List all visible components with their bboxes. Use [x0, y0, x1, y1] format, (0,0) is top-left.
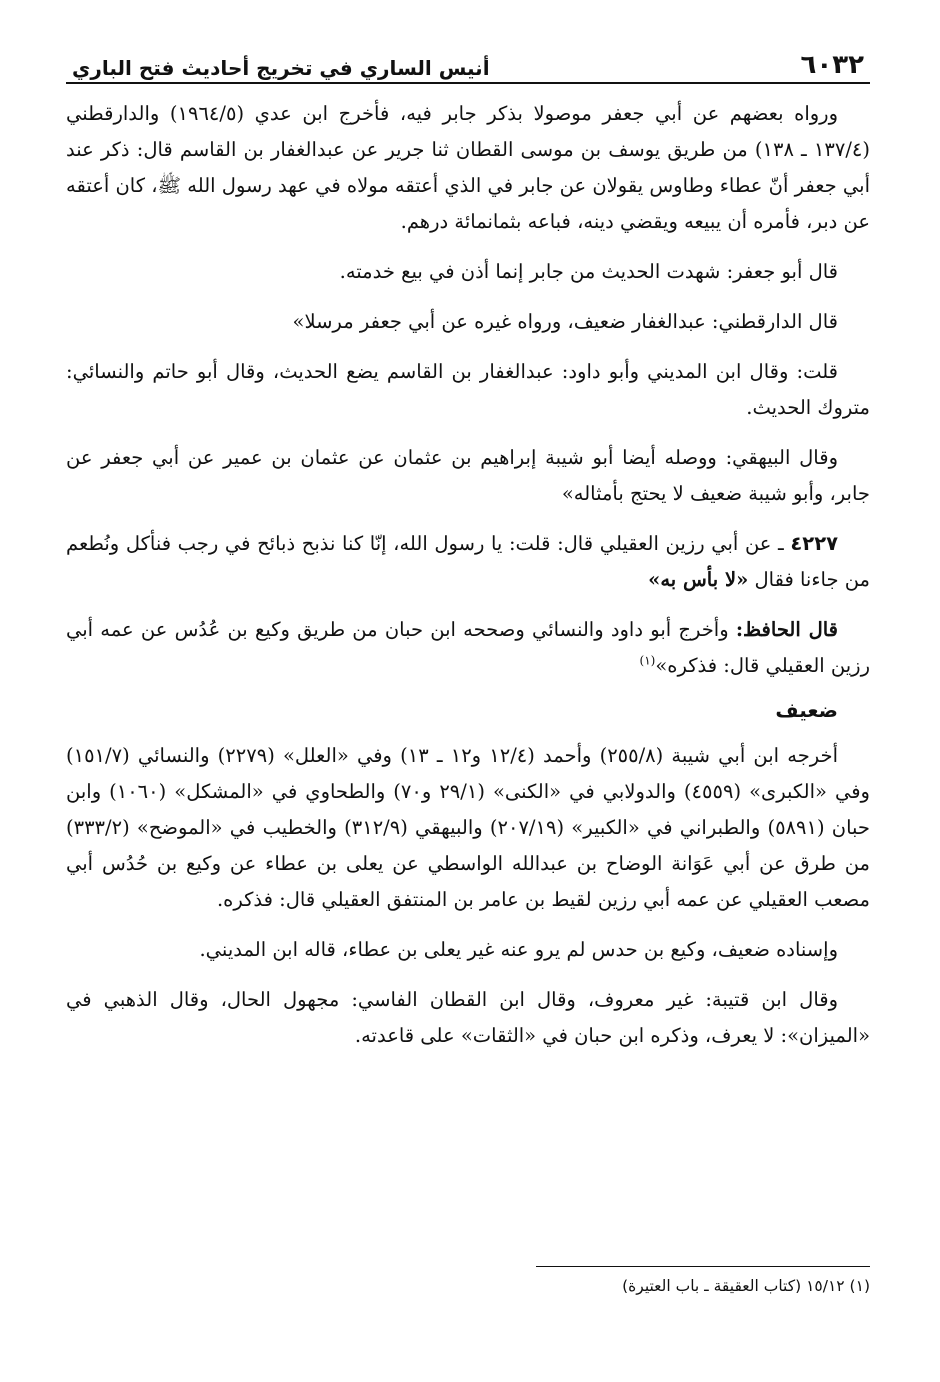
- running-header: [66, 38, 870, 84]
- page-number: ٦٠٣٢: [800, 50, 864, 80]
- footnote-marker: (١): [849, 1277, 870, 1295]
- hafiz-text: وأخرج أبو داود والنسائي وصححه ابن حبان من طريق وكيع بن عُدُس عن عمه أبي رزين العقيلي قال: فذكره»: [66, 618, 870, 677]
- hadith-text: ـ عن أبي رزين العقيلي قال: قلت: يا رسول الله، إنّا كنا نذبح ذبائح في رجب فنأكل ونُطعم من جاءنا فقال: [66, 532, 870, 591]
- book-page: [66, 38, 870, 1068]
- paragraph-bayhaqi: وقال البيهقي: ووصله أيضا أبو شيبة إبراهيم بن عثمان عن عثمان بن عمير عن أبي جعفر عن جابر، وأبو شيبة ضعيف لا يحتج بأمثاله»: [66, 446, 870, 505]
- paragraph-abu-jafar: قال أبو جعفر: شهدت الحديث من جابر إنما أذن في بيع خدمته.: [339, 260, 838, 283]
- book-title: أنيس الساري في تخريج أحاديث فتح الباري: [72, 56, 490, 80]
- takhrij-paragraph: أخرجه ابن أبي شيبة (٢٥٥/٨) وأحمد (١٢/٤ و١٢ ـ ١٣) وفي «العلل» (٢٢٧٩) والنسائي (١٥١/٧) وفي «الكبرى» (٤٥٥٩) والدولابي في «الكنى» (٢٩/١ و٧٠) والطحاوي في «المشكل» (١٠٦٠) وابن حبان (٥٨٩١) والطبراني في «الكبير» (٢٠٧/١٩) والبيهقي (٣١٢/٩) والخطيب في «الموضح» (٣٣٣/٢) من طرق عن أبي عَوَانة الوضاح بن عبدالله الواسطي عن يعلى بن عطاء عن وكيع بن حُدُس أبي مصعب العقيلي عن عمه أبي رزين لقيط بن عامر بن المنتفق العقيلي قال: فذكره.: [66, 744, 870, 911]
- hafiz-paragraph: [66, 612, 870, 684]
- isnad-paragraph: وإسناده ضعيف، وكيع بن حدس لم يرو عنه غير يعلى بن عطاء، قاله ابن المديني.: [199, 938, 838, 961]
- narrator-critique-paragraph: وقال ابن قتيبة: غير معروف، وقال ابن القطان الفاسي: مجهول الحال، وقال الذهبي في «الميزان»: لا يعرف، وذكره ابن حبان في «الثقات» على قاعدته.: [66, 988, 870, 1047]
- hadith-number: ٤٢٢٧: [790, 532, 838, 555]
- hafiz-label: قال الحافظ:: [735, 618, 838, 641]
- hadith-grade: ضعيف: [775, 698, 838, 722]
- paragraph-ibn-adi: ورواه بعضهم عن أبي جعفر موصولا بذكر جابر فيه، فأخرج ابن عدي (١٩٦٤/٥) والدارقطني (١٣٧/٤ ـ ١٣٨) من طريق يوسف بن موسى القطان ثنا جرير عن عبدالغفار بن القاسم قال: ذكر عند أبي جعفر أنّ عطاء وطاوس يقولان عن جابر في الذي أعتقه مولاه في عهد رسول الله ﷺ، كان أعتقه عن دبر، فأمره أن يبيعه ويقضي دينه، فباعه بثمانمائة درهم.: [66, 102, 870, 233]
- footnote: [370, 1277, 870, 1295]
- footnote-reference: (١): [639, 653, 656, 668]
- footnote-text: ١٥/١٢ (كتاب العقيقة ـ باب العتيرة): [622, 1277, 845, 1295]
- body-text: [66, 96, 870, 1054]
- paragraph-daraqutni: قال الدارقطني: عبدالغفار ضعيف، ورواه غيره عن أبي جعفر مرسلا»: [292, 310, 838, 333]
- hadith-ruling-quote: «لا بأس به»: [648, 568, 749, 591]
- hadith-entry: [66, 526, 870, 598]
- footnote-divider: [536, 1266, 870, 1267]
- paragraph-qultu: قلت: وقال ابن المديني وأبو داود: عبدالغفار بن القاسم يضع الحديث، وقال أبو حاتم والنسائي: متروك الحديث.: [66, 360, 870, 419]
